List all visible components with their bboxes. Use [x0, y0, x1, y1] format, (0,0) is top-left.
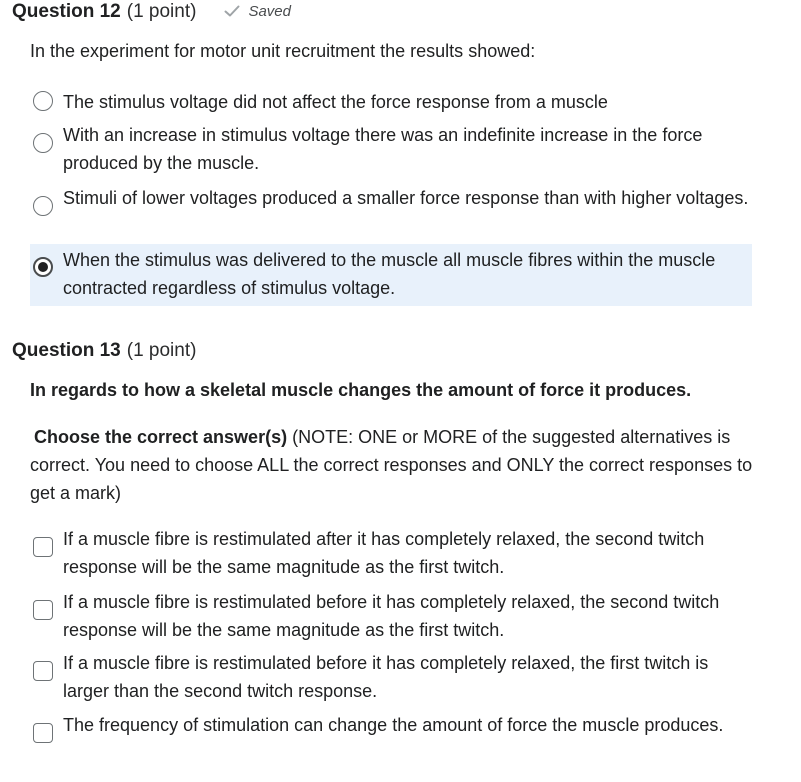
radio-button[interactable] [33, 196, 53, 216]
option-text: If a muscle fibre is restimulated before it has completely relaxed, the second twitch response will be the same magnitude as the first twitch. [63, 592, 720, 640]
q12-option-3[interactable] [30, 183, 752, 243]
option-text: When the stimulus was delivered to the muscle all muscle fibres within the muscle contracted regardless of stimulus voltage. [63, 250, 716, 298]
option-text: The frequency of stimulation can change the amount of force the muscle produces. [63, 715, 724, 735]
instruction-bold: Choose the correct answer(s) [34, 427, 288, 447]
q13-option-4[interactable] [30, 710, 752, 770]
saved-status [224, 3, 291, 20]
checkbox[interactable] [33, 723, 53, 743]
q13-option-2[interactable] [30, 587, 752, 647]
radio-button-selected[interactable] [33, 257, 53, 277]
question-13-instructions [30, 423, 760, 507]
checkbox[interactable] [33, 600, 53, 620]
option-text: Stimuli of lower voltages produced a smaller force response than with higher voltages. [63, 188, 749, 208]
checkbox[interactable] [33, 661, 53, 681]
option-text: If a muscle fibre is restimulated before it has completely relaxed, the first twitch is larger than the second twitch response. [63, 653, 709, 701]
question-13-header [12, 340, 196, 362]
instruction-text: (NOTE: ONE or MORE of the suggested alternatives is correct. You need to choose ALL the correct responses and ONLY the correct responses to get a mark) [30, 427, 753, 503]
question-12-header [12, 1, 291, 23]
saved-label: Saved [248, 2, 291, 20]
question-title: Question 12 [12, 1, 121, 22]
checkmark-icon [224, 5, 240, 17]
question-12-stem: In the experiment for motor unit recruitment the results showed: [30, 41, 536, 61]
radio-button[interactable] [33, 91, 53, 111]
question-points: (1 point) [126, 1, 197, 22]
option-text: If a muscle fibre is restimulated after it has completely relaxed, the second twitch response will be the same magnitude as the first twitch. [63, 529, 705, 577]
checkbox[interactable] [33, 537, 53, 557]
q13-option-3[interactable] [30, 648, 752, 708]
q12-option-1[interactable] [30, 87, 752, 117]
q12-option-2[interactable] [30, 120, 752, 180]
question-points: (1 point) [126, 340, 197, 361]
option-text: The stimulus voltage did not affect the force response from a muscle [63, 92, 608, 112]
radio-button[interactable] [33, 133, 53, 153]
option-text: With an increase in stimulus voltage there was an indefinite increase in the force produced by the muscle. [63, 125, 703, 173]
question-title: Question 13 [12, 340, 121, 361]
q12-option-4[interactable] [30, 244, 752, 306]
question-13-stem: In regards to how a skeletal muscle changes the amount of force it produces. [30, 380, 692, 400]
q13-option-1[interactable] [30, 524, 752, 584]
